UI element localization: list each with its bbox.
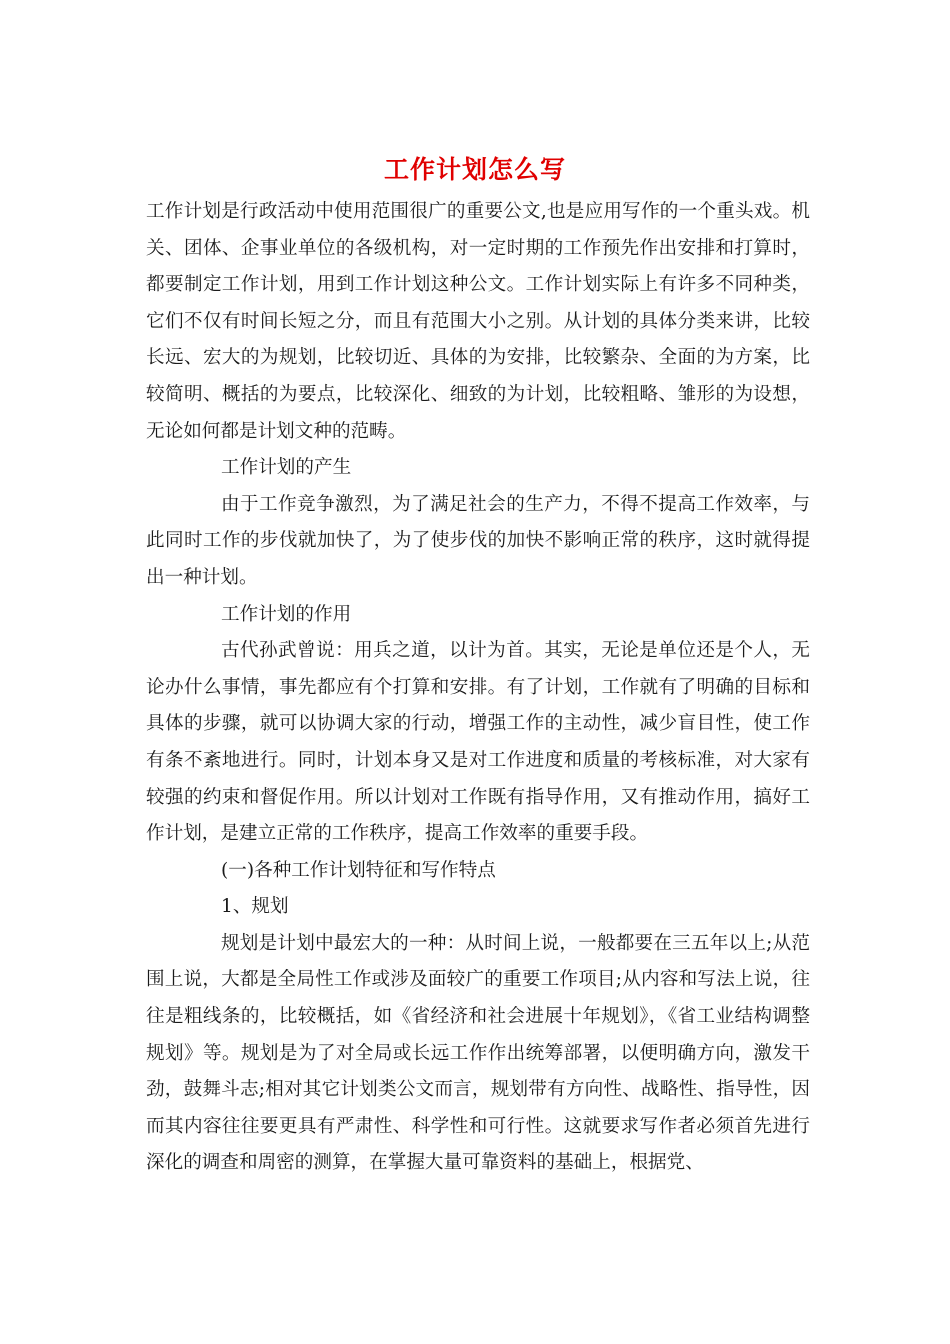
section-heading-function: 工作计划的作用	[221, 603, 352, 625]
document-title: 工作计划怎么写	[383, 155, 566, 184]
section-heading-features: (一)各种工作计划特征和写作特点	[221, 859, 496, 881]
origin-paragraph: 由于工作竞争激烈，为了满足社会的生产力，不得不提高工作效率，与此同时工作的步伐就加快了，为了使步伐的加快不影响正常的秩序，这时就得提出一种计划。	[146, 493, 810, 588]
section-heading-origin: 工作计划的产生	[221, 457, 352, 479]
document-body	[146, 194, 810, 1182]
intro-paragraph: 工作计划是行政活动中使用范围很广的重要公文,也是应用写作的一个重头戏。机关、团体、企事业单位的各级机构，对一定时期的工作预先作出安排和打算时，都要制定工作计划，用到工作计划这种公文。工作计划实际上有许多不同种类，它们不仅有时间长短之分，而且有范围大小之别。从计划的具体分类来讲，比较长远、宏大的为规划，比较切近、具体的为安排，比较繁杂、全面的为方案，比较简明、概括的为要点，比较深化、细致的为计划，比较粗略、雏形的为设想，无论如何都是计划文种的范畴。	[146, 201, 810, 442]
subsection-heading-planning: 1、规划	[221, 896, 289, 918]
function-paragraph: 古代孙武曾说：用兵之道，以计为首。其实，无论是单位还是个人，无论办什么事情，事先都应有个打算和安排。有了计划，工作就有了明确的目标和具体的步骤，就可以协调大家的行动，增强工作的主动性，减少盲目性，使工作有条不紊地进行。同时，计划本身又是对工作进度和质量的考核标准，对大家有较强的约束和督促作用。所以计划对工作既有指导作用，又有推动作用，搞好工作计划，是建立正常的工作秩序，提高工作效率的重要手段。	[146, 640, 810, 845]
planning-paragraph: 规划是计划中最宏大的一种：从时间上说，一般都要在三五年以上;从范围上说，大都是全局性工作或涉及面较广的重要工作项目;从内容和写法上说，往往是粗线条的，比较概括，如《省经济和社会进展十年规划》，《省工业结构调整规划》等。规划是为了对全局或长远工作作出统筹部署，以便明确方向，激发干劲，鼓舞斗志;相对其它计划类公文而言，规划带有方向性、战略性、指导性，因而其内容往往要更具有严肃性、科学性和可行性。这就要求写作者必须首先进行深化的调查和周密的测算，在掌握大量可靠资料的基础上，根据党、	[146, 932, 810, 1174]
